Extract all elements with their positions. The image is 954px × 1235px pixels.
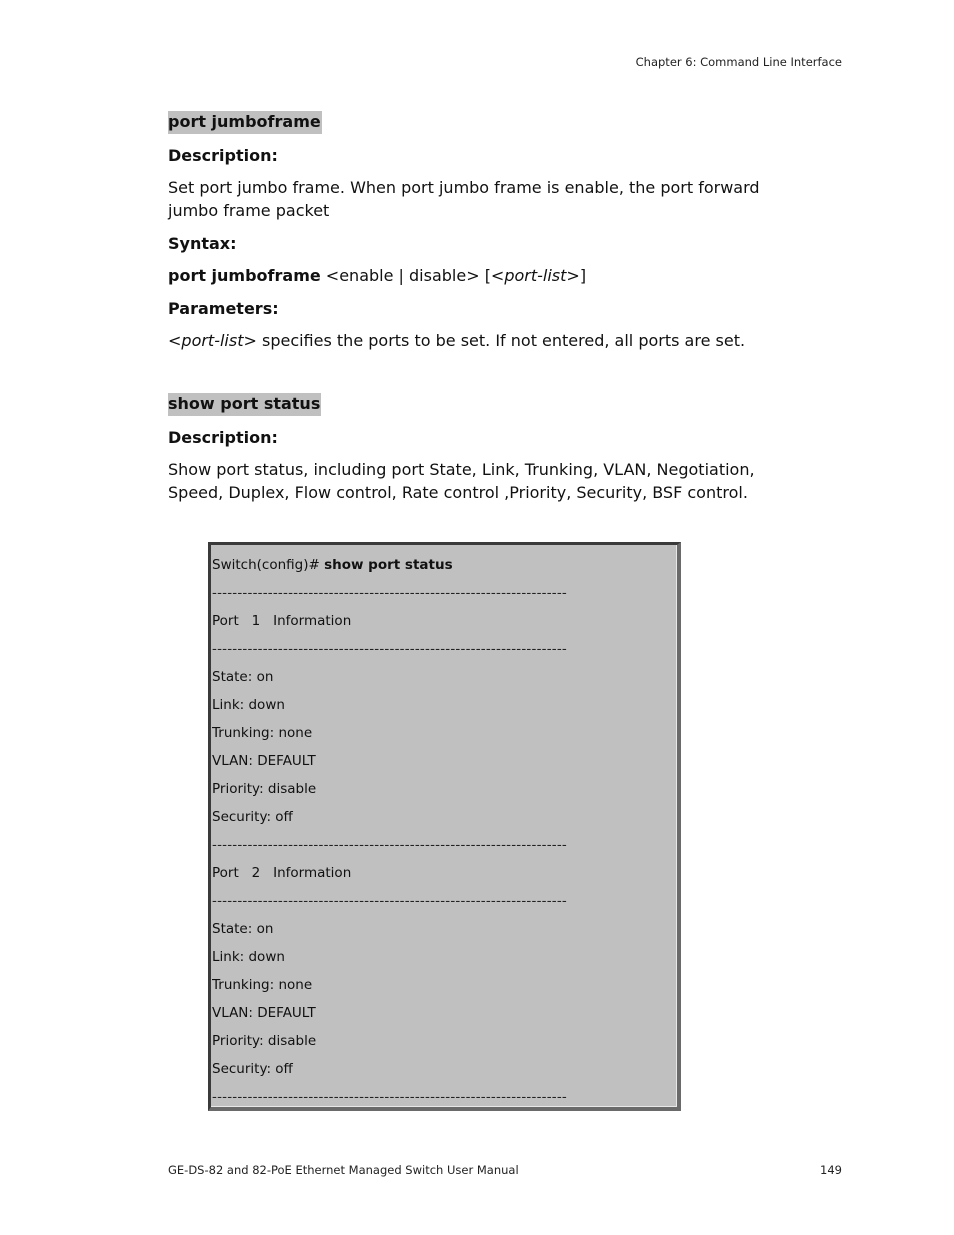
param-port-list: port-list [181,331,244,350]
terminal-prompt-line [212,551,673,579]
syntax-label: Syntax: [168,234,237,253]
terminal-prompt: Switch(config)# [212,557,325,573]
section-spacer [168,352,808,393]
command-title: show port status [168,393,321,416]
port-2-link: Link: down [212,949,285,965]
port-2-vlan: VLAN: DEFAULT [212,1005,316,1021]
port-1-link: Link: down [212,697,285,713]
section-show-port-status [168,393,808,504]
footer-manual-title: GE-DS-82 and 82-PoE Ethernet Managed Switch User Manual [168,1163,519,1177]
syntax-text [168,264,808,287]
parameters-text [168,329,808,352]
description-text: Set port jumbo frame. When port jumbo frame is enable, the port forward jumbo frame packet [168,178,760,220]
description-label: Description: [168,146,278,165]
syntax-args-end: >] [566,266,587,285]
port-1-header: Port 1 Information [212,613,352,629]
param-open: < [168,331,182,350]
terminal-separator: ---------------------------------------------------------------------- [212,585,567,601]
port-2-state: State: on [212,921,274,937]
param-description: > specifies the ports to be set. If not entered, all ports are set. [243,331,746,350]
port-2-trunking: Trunking: none [212,977,313,993]
port-2-security: Security: off [212,1061,293,1077]
port-2-priority: Priority: disable [212,1033,317,1049]
port-1-trunking: Trunking: none [212,725,313,741]
syntax-port-list: port-list [504,266,567,285]
port-1-priority: Priority: disable [212,781,317,797]
command-title: port jumboframe [168,111,322,134]
description-text: Show port status, including port State, Link, Trunking, VLAN, Negotiation, Speed, Duplex, Flow control, Rate control ,Priority, Security, BSF control. [168,460,755,502]
page-content [168,111,808,504]
syntax-args: <enable | disable> [< [320,266,505,285]
footer-page-number: 149 [820,1163,842,1177]
terminal-separator: ---------------------------------------------------------------------- [212,1089,567,1105]
port-1-security: Security: off [212,809,293,825]
terminal-separator: ---------------------------------------------------------------------- [212,893,567,909]
terminal-lines [212,551,673,1111]
syntax-command: port jumboframe [168,266,321,285]
port-1-vlan: VLAN: DEFAULT [212,753,316,769]
parameters-label: Parameters: [168,299,279,318]
description-label: Description: [168,428,278,447]
terminal-command: show port status [324,557,453,573]
terminal-output-box [208,542,681,1111]
chapter-header: Chapter 6: Command Line Interface [635,55,842,69]
port-1-state: State: on [212,669,274,685]
terminal-separator: ---------------------------------------------------------------------- [212,837,567,853]
terminal-separator: ---------------------------------------------------------------------- [212,641,567,657]
section-port-jumboframe [168,111,808,352]
port-2-header: Port 2 Information [212,865,352,881]
